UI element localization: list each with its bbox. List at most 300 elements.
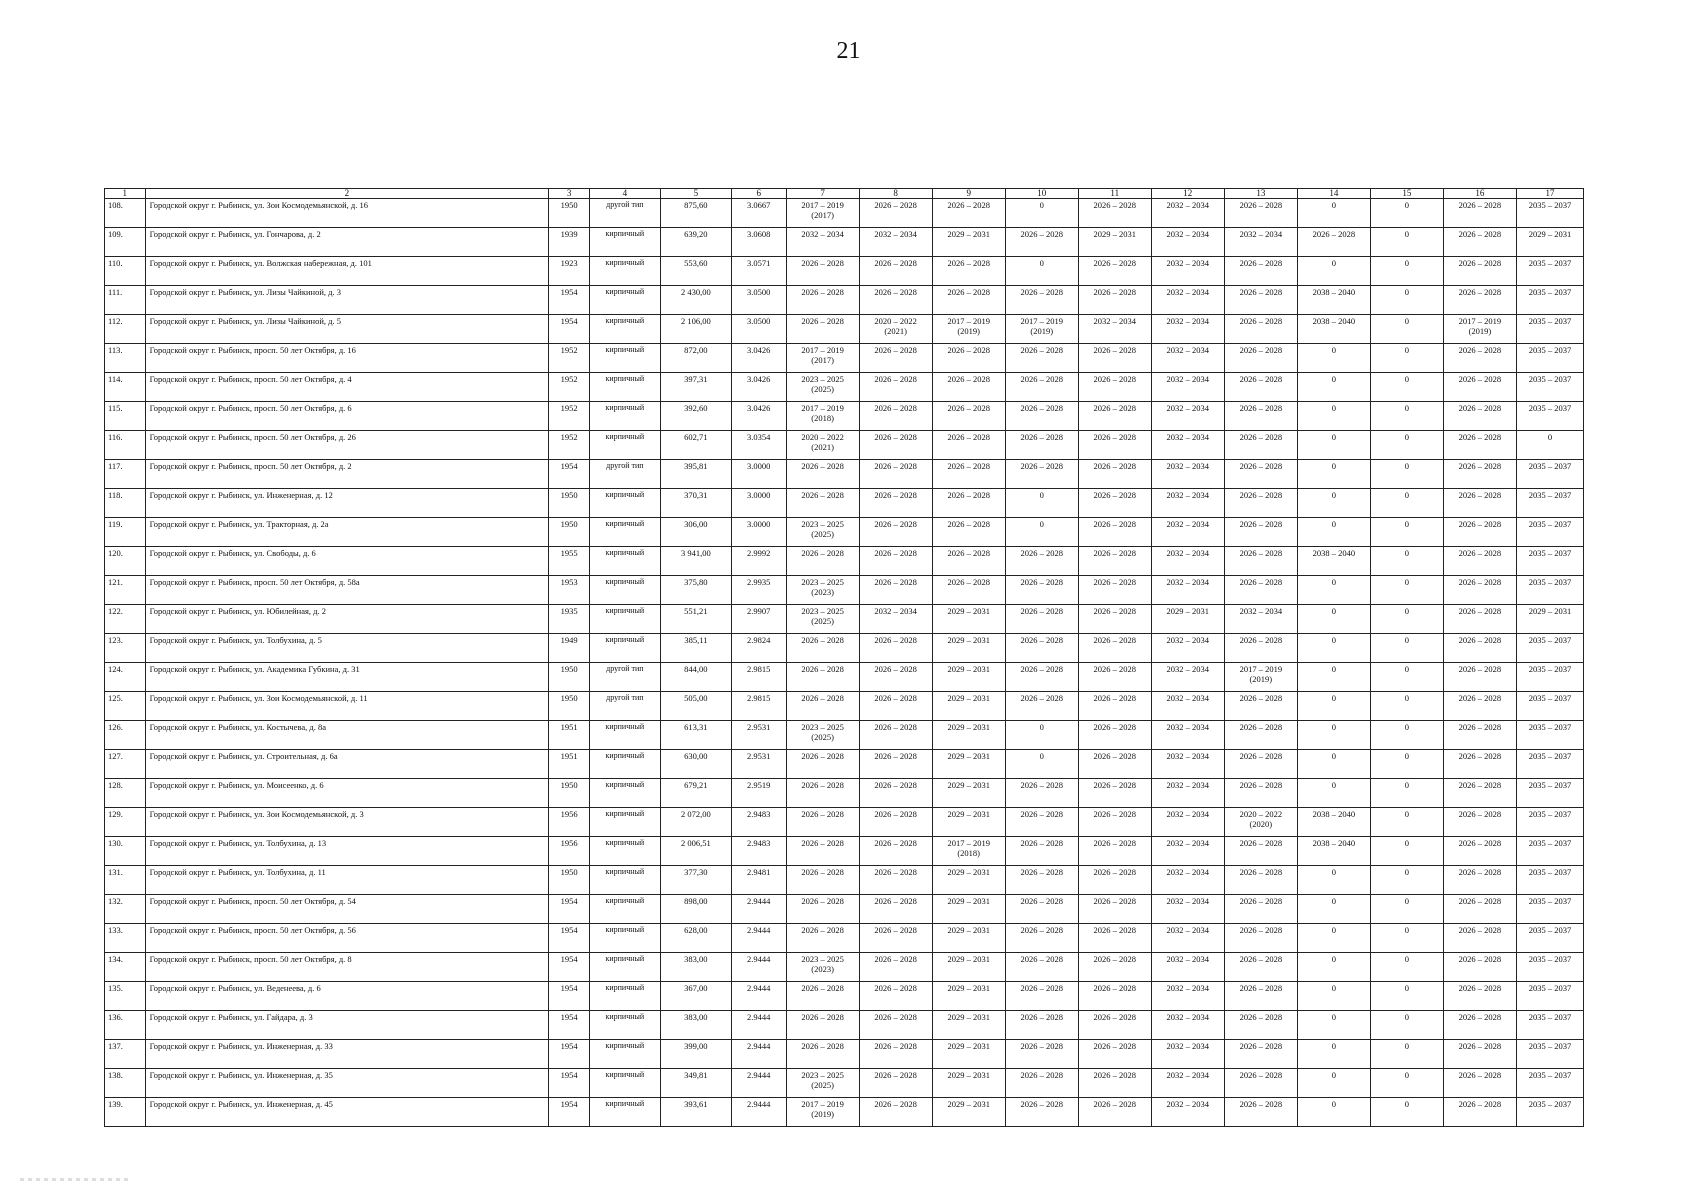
table-cell-col-14: 0 [1297, 489, 1370, 518]
table-cell-col-7: 2026 – 2028 [786, 315, 859, 344]
table-cell-col-13: 2026 – 2028 [1224, 982, 1297, 1011]
table-row [105, 779, 1584, 808]
table-cell-col-6: 2.9444 [731, 895, 786, 924]
table-cell-col-1: 132. [105, 895, 146, 924]
column-header-8: 8 [859, 189, 932, 199]
table-cell-col-10: 0 [1005, 257, 1078, 286]
table-cell-col-9: 2026 – 2028 [932, 431, 1005, 460]
table-cell-col-8: 2020 – 2022 (2021) [859, 315, 932, 344]
table-cell-col-1: 111. [105, 286, 146, 315]
table-cell-col-11: 2029 – 2031 [1078, 228, 1151, 257]
table-cell-col-16: 2026 – 2028 [1443, 692, 1516, 721]
table-cell-col-10: 0 [1005, 489, 1078, 518]
table-cell-col-15: 0 [1370, 924, 1443, 953]
table-cell-col-15: 0 [1370, 576, 1443, 605]
table-cell-col-16: 2026 – 2028 [1443, 373, 1516, 402]
table-cell-col-15: 0 [1370, 692, 1443, 721]
column-header-9: 9 [932, 189, 1005, 199]
table-cell-col-1: 121. [105, 576, 146, 605]
table-cell-col-8: 2026 – 2028 [859, 837, 932, 866]
table-cell-col-4: другой тип [589, 460, 660, 489]
table-row [105, 315, 1584, 344]
table-cell-col-2: Городской округ г. Рыбинск, просп. 50 лет Октября, д. 58а [145, 576, 549, 605]
table-cell-col-7: 2017 – 2019 (2018) [786, 402, 859, 431]
table-cell-col-16: 2026 – 2028 [1443, 576, 1516, 605]
table-cell-col-12: 2032 – 2034 [1151, 953, 1224, 982]
table-cell-col-1: 112. [105, 315, 146, 344]
table-cell-col-16: 2026 – 2028 [1443, 518, 1516, 547]
table-cell-col-10: 2026 – 2028 [1005, 344, 1078, 373]
table-cell-col-17: 2035 – 2037 [1516, 866, 1583, 895]
table-cell-col-1: 116. [105, 431, 146, 460]
column-header-13: 13 [1224, 189, 1297, 199]
table-cell-col-15: 0 [1370, 837, 1443, 866]
table-cell-col-11: 2026 – 2028 [1078, 750, 1151, 779]
table-cell-col-12: 2032 – 2034 [1151, 199, 1224, 228]
table-row [105, 286, 1584, 315]
table-cell-col-14: 0 [1297, 750, 1370, 779]
table-cell-col-2: Городской округ г. Рыбинск, ул. Костычева, д. 8а [145, 721, 549, 750]
table-cell-col-10: 2026 – 2028 [1005, 837, 1078, 866]
table-cell-col-16: 2026 – 2028 [1443, 953, 1516, 982]
table-cell-col-5: 383,00 [660, 953, 731, 982]
table-cell-col-12: 2032 – 2034 [1151, 982, 1224, 1011]
table-cell-col-13: 2026 – 2028 [1224, 634, 1297, 663]
table-cell-col-15: 0 [1370, 866, 1443, 895]
table-cell-col-2: Городской округ г. Рыбинск, просп. 50 лет Октября, д. 6 [145, 402, 549, 431]
table-cell-col-12: 2032 – 2034 [1151, 866, 1224, 895]
table-row [105, 228, 1584, 257]
table-cell-col-4: кирпичный [589, 1011, 660, 1040]
table-cell-col-7: 2017 – 2019 (2017) [786, 199, 859, 228]
table-cell-col-15: 0 [1370, 808, 1443, 837]
table-cell-col-6: 2.9935 [731, 576, 786, 605]
schedule-table [104, 188, 1584, 1127]
table-cell-col-15: 0 [1370, 373, 1443, 402]
table-cell-col-9: 2026 – 2028 [932, 373, 1005, 402]
table-cell-col-11: 2026 – 2028 [1078, 837, 1151, 866]
table-cell-col-9: 2026 – 2028 [932, 576, 1005, 605]
table-cell-col-7: 2023 – 2025 (2025) [786, 1069, 859, 1098]
table-cell-col-10: 2026 – 2028 [1005, 402, 1078, 431]
table-cell-col-3: 1954 [549, 1069, 590, 1098]
table-cell-col-9: 2029 – 2031 [932, 750, 1005, 779]
table-cell-col-10: 2026 – 2028 [1005, 1098, 1078, 1127]
table-cell-col-10: 2026 – 2028 [1005, 431, 1078, 460]
table-cell-col-13: 2026 – 2028 [1224, 402, 1297, 431]
table-cell-col-7: 2026 – 2028 [786, 1011, 859, 1040]
table-cell-col-6: 2.9483 [731, 837, 786, 866]
table-cell-col-14: 2038 – 2040 [1297, 808, 1370, 837]
table-cell-col-8: 2026 – 2028 [859, 576, 932, 605]
table-cell-col-12: 2032 – 2034 [1151, 344, 1224, 373]
table-cell-col-3: 1950 [549, 489, 590, 518]
table-cell-col-16: 2026 – 2028 [1443, 750, 1516, 779]
table-cell-col-6: 2.9444 [731, 924, 786, 953]
table-cell-col-17: 2029 – 2031 [1516, 605, 1583, 634]
table-row [105, 924, 1584, 953]
table-cell-col-8: 2026 – 2028 [859, 402, 932, 431]
table-cell-col-17: 2035 – 2037 [1516, 286, 1583, 315]
table-cell-col-16: 2026 – 2028 [1443, 779, 1516, 808]
table-cell-col-13: 2026 – 2028 [1224, 866, 1297, 895]
table-cell-col-9: 2017 – 2019 (2018) [932, 837, 1005, 866]
table-cell-col-16: 2026 – 2028 [1443, 257, 1516, 286]
schedule-table-container [104, 188, 1584, 1127]
table-cell-col-5: 2 430,00 [660, 286, 731, 315]
table-cell-col-1: 126. [105, 721, 146, 750]
table-cell-col-6: 2.9444 [731, 953, 786, 982]
table-cell-col-3: 1953 [549, 576, 590, 605]
table-cell-col-7: 2026 – 2028 [786, 808, 859, 837]
table-cell-col-3: 1954 [549, 953, 590, 982]
table-cell-col-5: 393,61 [660, 1098, 731, 1127]
table-cell-col-1: 122. [105, 605, 146, 634]
table-cell-col-16: 2026 – 2028 [1443, 460, 1516, 489]
table-cell-col-12: 2032 – 2034 [1151, 228, 1224, 257]
table-cell-col-10: 0 [1005, 518, 1078, 547]
table-cell-col-4: кирпичный [589, 228, 660, 257]
table-cell-col-8: 2026 – 2028 [859, 286, 932, 315]
table-cell-col-7: 2032 – 2034 [786, 228, 859, 257]
table-cell-col-7: 2026 – 2028 [786, 634, 859, 663]
table-cell-col-17: 2035 – 2037 [1516, 634, 1583, 663]
table-row [105, 982, 1584, 1011]
table-cell-col-5: 639,20 [660, 228, 731, 257]
table-cell-col-13: 2026 – 2028 [1224, 1069, 1297, 1098]
table-cell-col-6: 2.9824 [731, 634, 786, 663]
table-cell-col-8: 2026 – 2028 [859, 634, 932, 663]
table-cell-col-11: 2026 – 2028 [1078, 663, 1151, 692]
table-cell-col-8: 2026 – 2028 [859, 924, 932, 953]
table-cell-col-6: 2.9444 [731, 1040, 786, 1069]
table-cell-col-13: 2026 – 2028 [1224, 895, 1297, 924]
table-cell-col-3: 1954 [549, 1040, 590, 1069]
table-cell-col-1: 115. [105, 402, 146, 431]
table-cell-col-17: 2035 – 2037 [1516, 750, 1583, 779]
table-cell-col-10: 2026 – 2028 [1005, 692, 1078, 721]
table-cell-col-10: 2026 – 2028 [1005, 895, 1078, 924]
table-cell-col-3: 1954 [549, 315, 590, 344]
table-cell-col-7: 2026 – 2028 [786, 924, 859, 953]
table-cell-col-12: 2032 – 2034 [1151, 257, 1224, 286]
table-cell-col-8: 2026 – 2028 [859, 460, 932, 489]
table-row [105, 808, 1584, 837]
table-cell-col-4: кирпичный [589, 315, 660, 344]
table-cell-col-8: 2026 – 2028 [859, 257, 932, 286]
table-cell-col-13: 2026 – 2028 [1224, 431, 1297, 460]
table-cell-col-9: 2026 – 2028 [932, 257, 1005, 286]
table-cell-col-13: 2026 – 2028 [1224, 1040, 1297, 1069]
table-cell-col-5: 505,00 [660, 692, 731, 721]
table-cell-col-11: 2026 – 2028 [1078, 1069, 1151, 1098]
table-cell-col-15: 0 [1370, 750, 1443, 779]
table-cell-col-7: 2026 – 2028 [786, 895, 859, 924]
table-cell-col-4: кирпичный [589, 953, 660, 982]
table-cell-col-11: 2026 – 2028 [1078, 924, 1151, 953]
table-cell-col-11: 2026 – 2028 [1078, 895, 1151, 924]
table-cell-col-11: 2026 – 2028 [1078, 344, 1151, 373]
table-cell-col-13: 2026 – 2028 [1224, 286, 1297, 315]
table-row [105, 1040, 1584, 1069]
table-cell-col-10: 2017 – 2019 (2019) [1005, 315, 1078, 344]
table-row [105, 547, 1584, 576]
table-cell-col-9: 2026 – 2028 [932, 199, 1005, 228]
table-cell-col-8: 2026 – 2028 [859, 663, 932, 692]
table-cell-col-12: 2032 – 2034 [1151, 576, 1224, 605]
table-cell-col-3: 1952 [549, 344, 590, 373]
table-cell-col-16: 2026 – 2028 [1443, 199, 1516, 228]
table-cell-col-2: Городской округ г. Рыбинск, ул. Толбухина, д. 11 [145, 866, 549, 895]
table-cell-col-1: 110. [105, 257, 146, 286]
table-cell-col-17: 2035 – 2037 [1516, 808, 1583, 837]
table-cell-col-11: 2026 – 2028 [1078, 982, 1151, 1011]
table-row [105, 257, 1584, 286]
table-cell-col-12: 2032 – 2034 [1151, 924, 1224, 953]
table-cell-col-5: 553,60 [660, 257, 731, 286]
table-cell-col-1: 131. [105, 866, 146, 895]
table-cell-col-8: 2032 – 2034 [859, 605, 932, 634]
table-cell-col-17: 2035 – 2037 [1516, 721, 1583, 750]
column-header-16: 16 [1443, 189, 1516, 199]
table-cell-col-6: 2.9444 [731, 1069, 786, 1098]
table-cell-col-8: 2026 – 2028 [859, 1011, 932, 1040]
table-cell-col-1: 135. [105, 982, 146, 1011]
table-cell-col-16: 2026 – 2028 [1443, 344, 1516, 373]
table-cell-col-2: Городской округ г. Рыбинск, просп. 50 лет Октября, д. 8 [145, 953, 549, 982]
table-cell-col-3: 1952 [549, 431, 590, 460]
table-cell-col-10: 2026 – 2028 [1005, 953, 1078, 982]
table-cell-col-2: Городской округ г. Рыбинск, просп. 50 лет Октября, д. 54 [145, 895, 549, 924]
table-cell-col-1: 119. [105, 518, 146, 547]
table-cell-col-4: кирпичный [589, 1040, 660, 1069]
table-cell-col-15: 0 [1370, 1098, 1443, 1127]
table-cell-col-17: 2035 – 2037 [1516, 692, 1583, 721]
table-cell-col-17: 2035 – 2037 [1516, 257, 1583, 286]
table-cell-col-9: 2029 – 2031 [932, 634, 1005, 663]
table-cell-col-15: 0 [1370, 895, 1443, 924]
table-cell-col-5: 2 006,51 [660, 837, 731, 866]
table-cell-col-6: 3.0500 [731, 315, 786, 344]
table-cell-col-2: Городской округ г. Рыбинск, ул. Инженерная, д. 12 [145, 489, 549, 518]
table-cell-col-1: 139. [105, 1098, 146, 1127]
table-row [105, 402, 1584, 431]
table-cell-col-13: 2026 – 2028 [1224, 547, 1297, 576]
table-row [105, 344, 1584, 373]
table-cell-col-16: 2026 – 2028 [1443, 924, 1516, 953]
table-cell-col-5: 844,00 [660, 663, 731, 692]
table-cell-col-2: Городской округ г. Рыбинск, ул. Лизы Чайкиной, д. 5 [145, 315, 549, 344]
table-cell-col-9: 2029 – 2031 [932, 953, 1005, 982]
table-cell-col-16: 2026 – 2028 [1443, 402, 1516, 431]
table-cell-col-9: 2026 – 2028 [932, 402, 1005, 431]
table-cell-col-14: 0 [1297, 634, 1370, 663]
table-cell-col-9: 2026 – 2028 [932, 286, 1005, 315]
table-cell-col-2: Городской округ г. Рыбинск, просп. 50 лет Октября, д. 4 [145, 373, 549, 402]
table-cell-col-5: 875,60 [660, 199, 731, 228]
table-cell-col-10: 2026 – 2028 [1005, 634, 1078, 663]
table-cell-col-5: 397,31 [660, 373, 731, 402]
table-cell-col-11: 2026 – 2028 [1078, 286, 1151, 315]
table-cell-col-14: 2038 – 2040 [1297, 286, 1370, 315]
table-cell-col-13: 2026 – 2028 [1224, 953, 1297, 982]
table-cell-col-6: 2.9907 [731, 605, 786, 634]
table-cell-col-13: 2020 – 2022 (2020) [1224, 808, 1297, 837]
table-cell-col-14: 2038 – 2040 [1297, 547, 1370, 576]
table-cell-col-12: 2032 – 2034 [1151, 460, 1224, 489]
table-cell-col-3: 1950 [549, 866, 590, 895]
table-cell-col-14: 0 [1297, 895, 1370, 924]
table-cell-col-11: 2026 – 2028 [1078, 460, 1151, 489]
table-cell-col-1: 108. [105, 199, 146, 228]
table-cell-col-10: 2026 – 2028 [1005, 1011, 1078, 1040]
table-cell-col-8: 2026 – 2028 [859, 1069, 932, 1098]
table-cell-col-4: кирпичный [589, 286, 660, 315]
table-cell-col-16: 2026 – 2028 [1443, 1040, 1516, 1069]
table-cell-col-12: 2032 – 2034 [1151, 286, 1224, 315]
table-cell-col-13: 2026 – 2028 [1224, 924, 1297, 953]
table-cell-col-4: кирпичный [589, 837, 660, 866]
table-cell-col-6: 3.0608 [731, 228, 786, 257]
column-header-15: 15 [1370, 189, 1443, 199]
table-cell-col-8: 2026 – 2028 [859, 692, 932, 721]
table-cell-col-16: 2026 – 2028 [1443, 228, 1516, 257]
table-row [105, 953, 1584, 982]
table-cell-col-3: 1923 [549, 257, 590, 286]
table-cell-col-15: 0 [1370, 460, 1443, 489]
table-cell-col-14: 0 [1297, 518, 1370, 547]
table-cell-col-12: 2032 – 2034 [1151, 837, 1224, 866]
table-cell-col-14: 0 [1297, 721, 1370, 750]
table-cell-col-3: 1950 [549, 779, 590, 808]
table-cell-col-11: 2026 – 2028 [1078, 373, 1151, 402]
column-header-3: 3 [549, 189, 590, 199]
table-cell-col-6: 2.9444 [731, 982, 786, 1011]
table-row [105, 837, 1584, 866]
table-cell-col-2: Городской округ г. Рыбинск, ул. Инженерная, д. 33 [145, 1040, 549, 1069]
table-cell-col-9: 2029 – 2031 [932, 808, 1005, 837]
table-cell-col-1: 113. [105, 344, 146, 373]
table-cell-col-7: 2017 – 2019 (2017) [786, 344, 859, 373]
column-header-5: 5 [660, 189, 731, 199]
table-cell-col-3: 1939 [549, 228, 590, 257]
table-cell-col-3: 1950 [549, 199, 590, 228]
table-cell-col-13: 2032 – 2034 [1224, 228, 1297, 257]
table-row [105, 634, 1584, 663]
table-cell-col-4: кирпичный [589, 431, 660, 460]
table-cell-col-11: 2026 – 2028 [1078, 808, 1151, 837]
table-cell-col-7: 2020 – 2022 (2021) [786, 431, 859, 460]
table-cell-col-12: 2032 – 2034 [1151, 315, 1224, 344]
table-cell-col-15: 0 [1370, 315, 1443, 344]
table-cell-col-3: 1951 [549, 721, 590, 750]
table-cell-col-9: 2026 – 2028 [932, 489, 1005, 518]
table-cell-col-12: 2032 – 2034 [1151, 634, 1224, 663]
table-cell-col-11: 2026 – 2028 [1078, 257, 1151, 286]
table-cell-col-5: 3 941,00 [660, 547, 731, 576]
table-cell-col-10: 2026 – 2028 [1005, 460, 1078, 489]
table-cell-col-8: 2026 – 2028 [859, 953, 932, 982]
table-cell-col-6: 2.9481 [731, 866, 786, 895]
table-cell-col-13: 2026 – 2028 [1224, 489, 1297, 518]
table-cell-col-11: 2026 – 2028 [1078, 605, 1151, 634]
table-cell-col-3: 1954 [549, 286, 590, 315]
table-cell-col-16: 2026 – 2028 [1443, 489, 1516, 518]
table-cell-col-10: 2026 – 2028 [1005, 286, 1078, 315]
table-cell-col-13: 2032 – 2034 [1224, 605, 1297, 634]
table-row [105, 605, 1584, 634]
table-cell-col-14: 2038 – 2040 [1297, 837, 1370, 866]
table-cell-col-14: 0 [1297, 924, 1370, 953]
table-cell-col-1: 109. [105, 228, 146, 257]
table-cell-col-5: 628,00 [660, 924, 731, 953]
table-cell-col-5: 613,31 [660, 721, 731, 750]
table-cell-col-16: 2026 – 2028 [1443, 837, 1516, 866]
table-row [105, 199, 1584, 228]
table-cell-col-1: 124. [105, 663, 146, 692]
table-cell-col-17: 2035 – 2037 [1516, 663, 1583, 692]
table-cell-col-16: 2026 – 2028 [1443, 1069, 1516, 1098]
table-row [105, 663, 1584, 692]
table-cell-col-8: 2032 – 2034 [859, 228, 932, 257]
table-cell-col-8: 2026 – 2028 [859, 344, 932, 373]
table-cell-col-15: 0 [1370, 286, 1443, 315]
table-cell-col-7: 2023 – 2025 (2025) [786, 721, 859, 750]
table-cell-col-13: 2026 – 2028 [1224, 721, 1297, 750]
table-row [105, 895, 1584, 924]
table-cell-col-6: 2.9444 [731, 1098, 786, 1127]
table-cell-col-5: 375,80 [660, 576, 731, 605]
table-cell-col-7: 2023 – 2025 (2023) [786, 953, 859, 982]
table-cell-col-15: 0 [1370, 402, 1443, 431]
table-cell-col-7: 2026 – 2028 [786, 779, 859, 808]
table-cell-col-15: 0 [1370, 982, 1443, 1011]
table-cell-col-8: 2026 – 2028 [859, 866, 932, 895]
table-cell-col-13: 2026 – 2028 [1224, 373, 1297, 402]
table-cell-col-17: 2035 – 2037 [1516, 199, 1583, 228]
table-cell-col-16: 2026 – 2028 [1443, 721, 1516, 750]
table-cell-col-8: 2026 – 2028 [859, 199, 932, 228]
table-cell-col-14: 0 [1297, 982, 1370, 1011]
table-cell-col-4: кирпичный [589, 402, 660, 431]
table-cell-col-12: 2032 – 2034 [1151, 721, 1224, 750]
table-cell-col-11: 2026 – 2028 [1078, 518, 1151, 547]
table-cell-col-7: 2026 – 2028 [786, 257, 859, 286]
table-cell-col-2: Городской округ г. Рыбинск, ул. Академика Губкина, д. 31 [145, 663, 549, 692]
table-cell-col-13: 2026 – 2028 [1224, 779, 1297, 808]
table-cell-col-9: 2029 – 2031 [932, 1069, 1005, 1098]
table-cell-col-17: 2035 – 2037 [1516, 1011, 1583, 1040]
table-cell-col-4: кирпичный [589, 257, 660, 286]
table-cell-col-3: 1955 [549, 547, 590, 576]
table-cell-col-1: 138. [105, 1069, 146, 1098]
table-cell-col-1: 129. [105, 808, 146, 837]
table-cell-col-8: 2026 – 2028 [859, 779, 932, 808]
table-cell-col-9: 2026 – 2028 [932, 518, 1005, 547]
table-cell-col-8: 2026 – 2028 [859, 373, 932, 402]
table-cell-col-11: 2026 – 2028 [1078, 953, 1151, 982]
table-cell-col-7: 2023 – 2025 (2023) [786, 576, 859, 605]
table-row [105, 1098, 1584, 1127]
table-cell-col-12: 2032 – 2034 [1151, 518, 1224, 547]
scan-artifact [20, 1178, 130, 1181]
table-cell-col-17: 2035 – 2037 [1516, 547, 1583, 576]
table-cell-col-11: 2026 – 2028 [1078, 721, 1151, 750]
table-cell-col-13: 2017 – 2019 (2019) [1224, 663, 1297, 692]
table-cell-col-15: 0 [1370, 431, 1443, 460]
table-cell-col-13: 2026 – 2028 [1224, 750, 1297, 779]
table-cell-col-5: 630,00 [660, 750, 731, 779]
